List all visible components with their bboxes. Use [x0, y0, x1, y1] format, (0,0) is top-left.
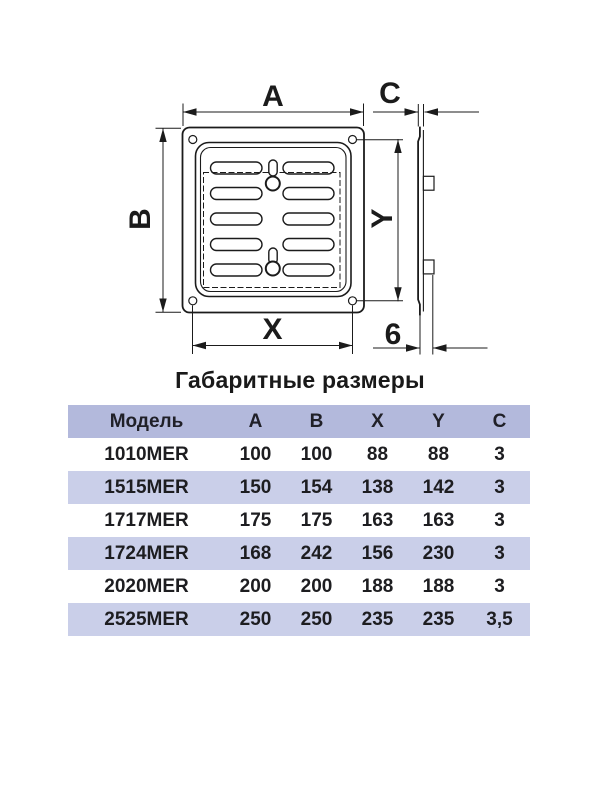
dim-label-b: B [124, 208, 157, 230]
table-cell-model: 1724MER [104, 542, 189, 564]
dimension-diagram [0, 0, 600, 365]
table-cell: 188 [361, 575, 394, 597]
table-cell: 88 [366, 443, 389, 465]
louver-slot [283, 239, 334, 251]
keyhole-circle [266, 177, 280, 191]
table-cell-model: 1010MER [104, 443, 189, 465]
table-cell: 188 [422, 575, 455, 597]
table-cell-model: 1515MER [104, 476, 189, 498]
arrowhead [183, 108, 197, 115]
keyhole-slot [269, 160, 277, 176]
mounting-clip [423, 176, 434, 190]
corner-hole [189, 136, 197, 144]
louver-slot [283, 264, 334, 276]
table-cell: 235 [422, 608, 455, 630]
column-header-c: C [492, 410, 507, 432]
table-row [68, 603, 530, 636]
side-plate-front-line [418, 128, 420, 315]
louver-slot [211, 239, 263, 251]
table-cell-model: 1717MER [104, 509, 189, 531]
column-header-x: X [371, 410, 384, 432]
louver-slot [211, 188, 263, 200]
front-view [183, 128, 365, 313]
keyhole-circle [266, 262, 280, 276]
column-header-a: A [248, 410, 263, 432]
mounting-clip [423, 260, 434, 274]
keyhole-top [266, 160, 280, 191]
table-cell: 175 [239, 509, 272, 531]
louver-slot [211, 213, 263, 225]
arrowhead [433, 344, 447, 351]
table-cell: 168 [239, 542, 272, 564]
corner-hole [349, 297, 357, 305]
arrowhead [425, 108, 439, 115]
dim-label-6: 6 [384, 318, 402, 351]
section-title: Габаритные размеры [175, 367, 425, 393]
table-cell-model: 2020MER [104, 575, 189, 597]
arrowhead [350, 108, 364, 115]
table-cell: 156 [361, 542, 394, 564]
grille-outer-frame [183, 128, 365, 313]
arrowhead [193, 342, 207, 349]
dim-label-a: A [262, 80, 284, 113]
arrowhead [339, 342, 353, 349]
table-cell: 250 [239, 608, 272, 630]
column-header-y: Y [432, 410, 445, 432]
arrowhead [406, 344, 420, 351]
dimensions-table [68, 405, 530, 636]
table-cell: 175 [300, 509, 333, 531]
table-cell: 154 [300, 476, 333, 498]
dimension-b [156, 128, 181, 312]
louver-slot [283, 188, 334, 200]
table-header-row [68, 405, 530, 438]
table-row [68, 504, 530, 537]
table-cell: 235 [361, 608, 394, 630]
table-cell: 242 [300, 542, 333, 564]
table-cell: 138 [361, 476, 394, 498]
table-cell: 3 [494, 443, 505, 465]
table-row [68, 537, 530, 570]
keyhole-bottom [266, 248, 280, 276]
arrowhead [159, 299, 166, 313]
table-cell: 3 [494, 509, 505, 531]
corner-hole [349, 136, 357, 144]
corner-hole [189, 297, 197, 305]
table-cell: 142 [422, 476, 455, 498]
table-row [68, 438, 530, 471]
table-cell: 150 [239, 476, 272, 498]
arrowhead [159, 129, 166, 143]
arrowhead [394, 140, 401, 154]
table-cell: 3,5 [486, 608, 513, 630]
louver-slot [283, 213, 334, 225]
table-cell: 200 [300, 575, 333, 597]
louver-slot [211, 264, 263, 276]
table-cell: 88 [427, 443, 450, 465]
dim-label-y: Y [366, 208, 399, 229]
dim-label-x: X [262, 313, 283, 346]
column-header-model: Модель [109, 410, 184, 432]
table-cell-model: 2525MER [104, 608, 189, 630]
table-cell: 3 [494, 575, 505, 597]
table-row [68, 471, 530, 504]
table-cell: 163 [422, 509, 455, 531]
table-cell: 3 [494, 542, 505, 564]
table-cell: 100 [239, 443, 272, 465]
table-cell: 100 [300, 443, 333, 465]
table-row [68, 570, 530, 603]
table-cell: 250 [300, 608, 333, 630]
table-cell: 3 [494, 476, 505, 498]
table-cell: 163 [361, 509, 394, 531]
table-cell: 230 [422, 542, 455, 564]
table-cell: 200 [239, 575, 272, 597]
dim-label-c: C [379, 77, 401, 110]
arrowhead [394, 287, 401, 301]
column-header-b: B [309, 410, 324, 432]
side-view [418, 128, 434, 315]
arrowhead [405, 108, 419, 115]
